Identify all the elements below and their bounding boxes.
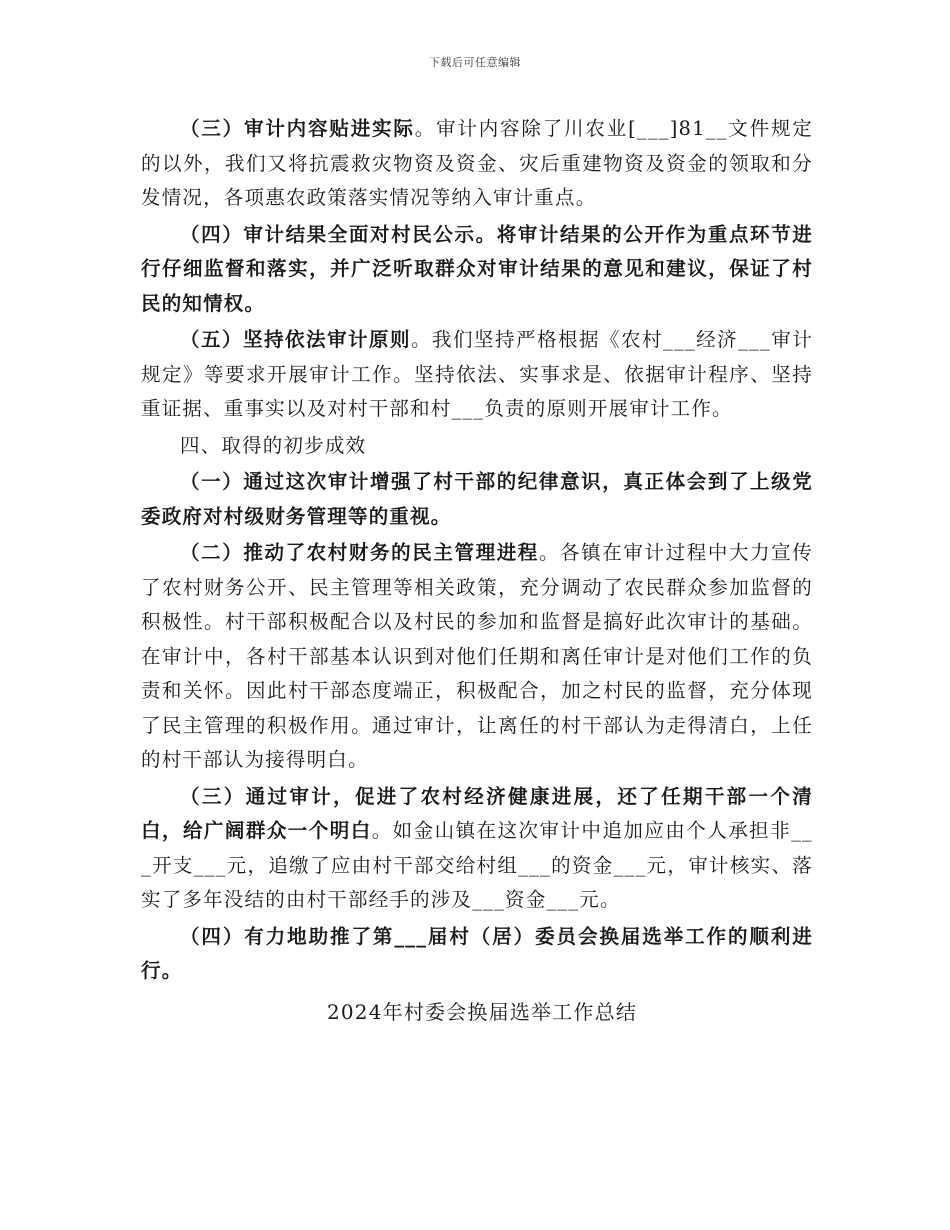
paragraph-body: 。我们坚持严格根据《农村___经济___审计规定》等要求开展审计工作。坚持依法、实事求是、依据审计程序、坚持重证据、重事实以及对村干部和村___负责的原则开展审计工作。: [141, 328, 813, 420]
paragraph-body: 。审计内容除了川农业[___]81__文件规定的以外，我们又将抗震救灾物资及资金、灾后重建物资及资金的领取和分发情况，各项惠农政策落实情况等纳入审计重点。: [141, 117, 813, 209]
paragraph-lead: （三）审计内容贴进实际: [180, 117, 415, 140]
paragraph-body: 。各镇在审计过程中大力宣传了农村财务公开、民主管理等相关政策，充分调动了农民群众参加监督的积极性。村干部积极配合以及村民的参加和监督是搞好此次审计的基础。在审计中，各村干部基本认识到对他们任期和离任审计是对他们工作的负责和关怀。因此村干部态度端正，积极配合，加之村民的监督，充分体现了民主管理的积极作用。通过审计，让离任的村干部认为走得清白，上任的村干部认为接得明白。: [141, 541, 813, 771]
document-title: 2024年村委会换届选举工作总结: [326, 999, 638, 1024]
paragraph-audit-principle: [141, 323, 813, 427]
paragraph-lead: （二）推动了农村财务的民主管理进程: [180, 541, 539, 564]
paragraph-lead: （三）通过审计，促进了农村经济健康进展，还了任期干部一个清白，给广阔群众一个明白: [141, 784, 813, 842]
paragraph-body: 。如金山镇在这次审计中追加应由个人承担非___开支___元，追缴了应由村干部交给村组___的资金___元，审计核实、落实了多年没结的由村干部经手的涉及___资金___元。: [141, 819, 814, 911]
section-heading-text: 四、取得的初步成效: [180, 433, 367, 457]
paragraph-lead: （四）审计结果全面对村民公示。将审计结果的公开作为重点环节进行仔细监督和落实，并广泛听取群众对审计结果的意见和建议，保证了村民的知情权。: [141, 222, 813, 315]
document-body: [141, 112, 813, 1029]
section-heading-results: [141, 429, 813, 464]
paragraph-lead: （五）坚持依法审计原则: [180, 328, 411, 351]
header-note: 下载后可任意编辑: [429, 56, 521, 69]
paragraph-result-election: [141, 920, 813, 989]
paragraph-audit-content: [141, 112, 813, 216]
paragraph-result-economy: [141, 780, 813, 918]
paragraph-audit-publicity: [141, 218, 813, 322]
paragraph-result-discipline: [141, 465, 813, 534]
paragraph-lead: （一）通过这次审计增强了村干部的纪律意识，真正体会到了上级党委政府对村级财务管理等的重视。: [141, 470, 813, 528]
paragraph-result-democracy: [141, 536, 813, 778]
paragraph-lead: （四）有力地助推了第___届村（居）委员会换届选举工作的顺利进行。: [141, 924, 813, 982]
